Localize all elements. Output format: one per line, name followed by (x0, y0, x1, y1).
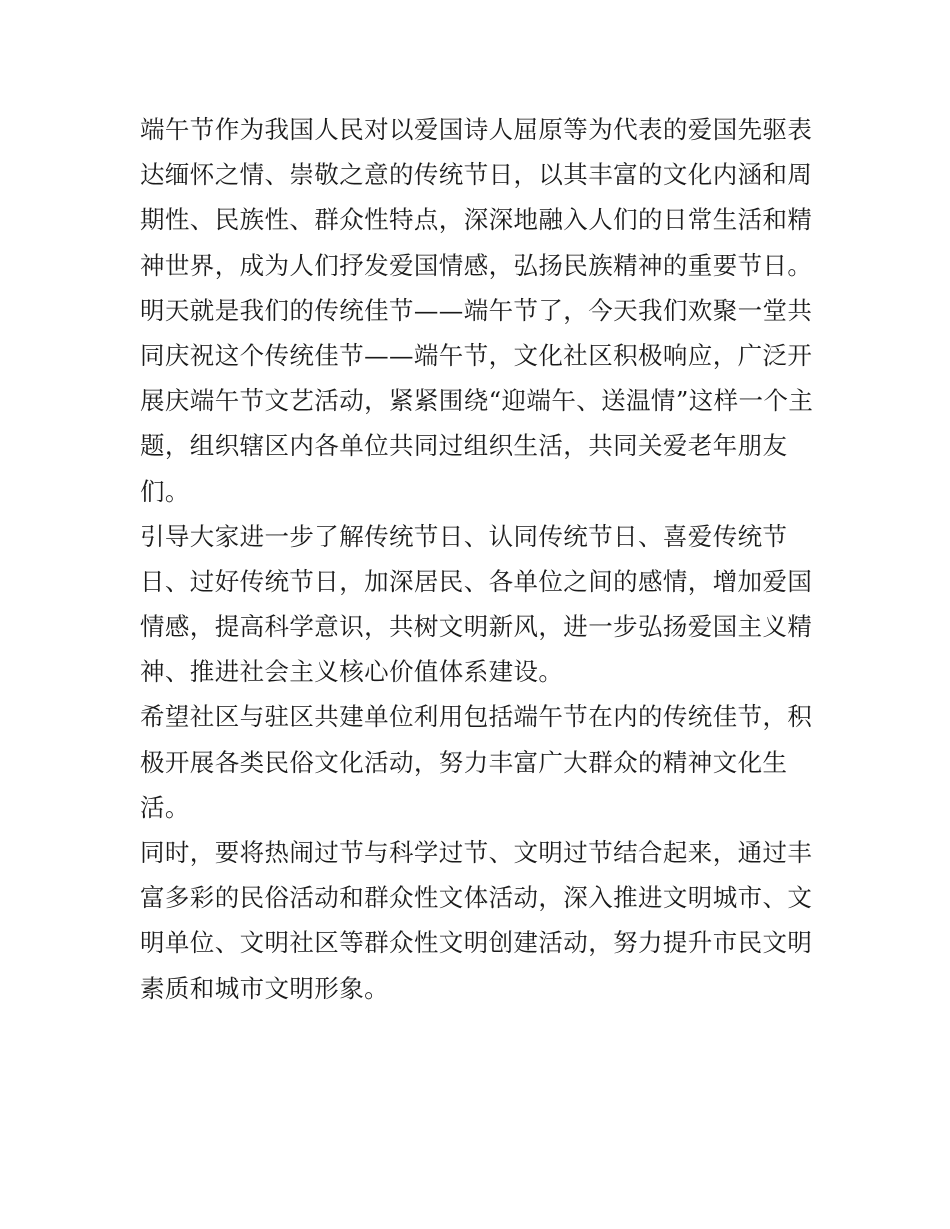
text-line: 富多彩的民俗活动和群众性文体活动，深入推进文明城市、文 (140, 883, 813, 913)
paragraph-5 (140, 830, 820, 1011)
text-line: 情感，提高科学意识，共树文明新风，进一步弘扬爱国主义精 (140, 612, 813, 642)
text-line: 极开展各类民俗文化活动，努力丰富广大群众的精神文化生 (140, 747, 788, 777)
text-line: 们。 (140, 476, 190, 506)
text-line: 展庆端午节文艺活动，紧紧围绕“迎端午、送温情”这样一个主 (140, 386, 814, 416)
text-line: 活。 (140, 792, 190, 822)
text-line: 希望社区与驻区共建单位利用包括端午节在内的传统佳节，积 (140, 702, 813, 732)
text-line: 题，组织辖区内各单位共同过组织生活，共同关爱老年朋友 (140, 431, 788, 461)
text-line: 端午节作为我国人民对以爱国诗人屈原等为代表的爱国先驱表 (140, 115, 813, 144)
paragraph-1 (140, 107, 820, 288)
paragraph-3 (140, 514, 820, 695)
text-line: 日、过好传统节日，加深居民、各单位之间的感情，增加爱国 (140, 566, 813, 596)
text-line: 素质和城市文明形象。 (140, 973, 389, 1003)
paragraph-2 (140, 288, 820, 514)
text-line: 同时，要将热闹过节与科学过节、文明过节结合起来，通过丰 (140, 838, 813, 867)
text-line: 明天就是我们的传统佳节——端午节了，今天我们欢聚一堂共 (140, 295, 813, 325)
text-line: 同庆祝这个传统佳节——端午节，文化社区积极响应，广泛开 (140, 340, 813, 370)
text-line: 引导大家进一步了解传统节日、认同传统节日、喜爱传统节 (140, 521, 788, 551)
text-line: 期性、民族性、群众性特点，深深地融入人们的日常生活和精 (140, 205, 813, 235)
document-body (140, 107, 820, 1011)
text-line: 明单位、文明社区等群众性文明创建活动，努力提升市民文明 (140, 928, 813, 958)
paragraph-4 (140, 694, 820, 830)
text-line: 神、推进社会主义核心价值体系建设。 (140, 657, 564, 687)
text-line: 达缅怀之情、崇敬之意的传统节日，以其丰富的文化内涵和周 (140, 160, 813, 190)
text-line: 神世界，成为人们抒发爱国情感，弘扬民族精神的重要节日。 (140, 250, 813, 280)
